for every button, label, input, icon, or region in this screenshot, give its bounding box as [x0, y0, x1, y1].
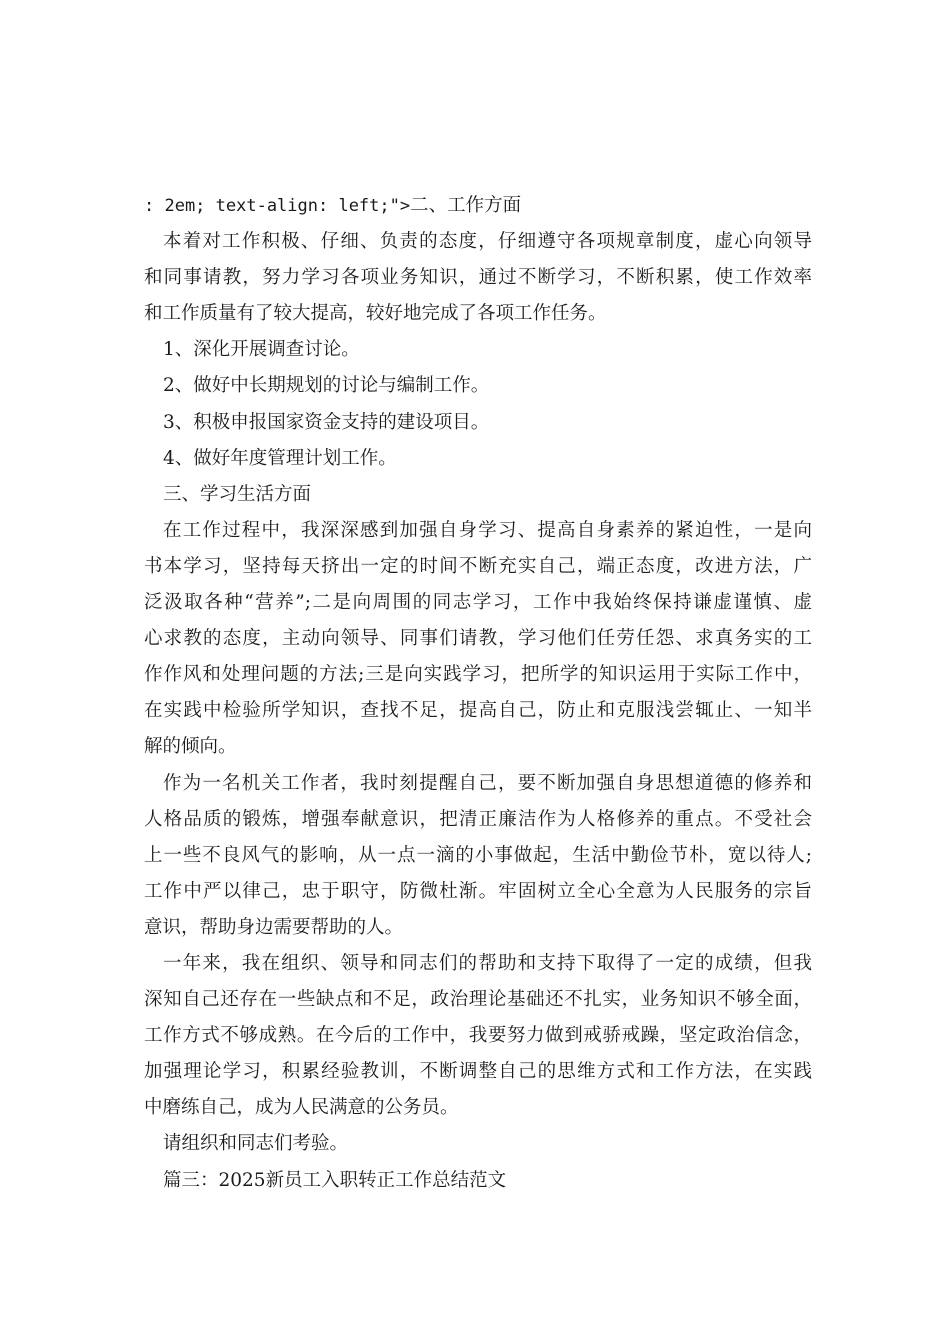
closing-line: 请组织和同志们考验。: [163, 1133, 349, 1155]
paragraph-line: 中磨练自己，成为人民满意的公务员。: [144, 1097, 459, 1119]
paragraph-line: 作作风和处理问题的方法;三是向实践学习，把所学的知识运用于实际工作中，: [144, 664, 812, 686]
paragraph-line: 工作方式不够成熟。在今后的工作中，我要努力做到戒骄戒躁，坚定政治信念，: [144, 1025, 812, 1047]
list-item: 3、积极申报国家资金支持的建设项目。: [163, 411, 490, 433]
paragraph-line: 加强理论学习，积累经验教训，不断调整自己的思维方式和工作方法，在实践: [144, 1061, 812, 1083]
list-item: 4、做好年度管理计划工作。: [163, 447, 397, 469]
next-article-title: 篇三：2025新员工入职转正工作总结范文: [163, 1169, 507, 1191]
section-heading-work: [144, 188, 812, 224]
paragraph-line: 在工作过程中，我深深感到加强自身学习、提高自身素养的紧迫性，一是向: [163, 519, 812, 541]
paragraph-line: 和同事请教，努力学习各项业务知识，通过不断学习，不断积累，使工作效率: [144, 267, 812, 289]
paragraph-line: 泛汲取各种“营养”;二是向周围的同志学习，工作中我始终保持谦虚谨慎、虚: [144, 592, 812, 614]
stray-code-fragment: : 2em; text-align: left;">: [144, 196, 411, 216]
paragraph-line: 作为一名机关工作者，我时刻提醒自己，要不断加强自身思想道德的修养和: [163, 772, 812, 794]
paragraph-line: 解的倾向。: [144, 736, 237, 758]
document-body: [144, 188, 812, 1199]
paragraph-line: 和工作质量有了较大提高，较好地完成了各项工作任务。: [144, 303, 607, 325]
paragraph-line: 一年来，我在组织、领导和同志们的帮助和支持下取得了一定的成绩，但我: [163, 952, 812, 974]
paragraph-line: 上一些不良风气的影响，从一点一滴的小事做起，生活中勤俭节朴，宽以待人;: [144, 844, 812, 866]
paragraph-line: 人格品质的锻炼，增强奉献意识，把清正廉洁作为人格修养的重点。不受社会: [144, 808, 812, 830]
section-heading-study: 三、学习生活方面: [163, 483, 312, 505]
paragraph-line: 书本学习，坚持每天挤出一定的时间不断充实自己，端正态度，改进方法，广: [144, 555, 812, 577]
paragraph-line: 本着对工作积极、仔细、负责的态度，仔细遵守各项规章制度，虚心向领导: [163, 231, 812, 253]
paragraph-line: 深知自己还存在一些缺点和不足，政治理论基础还不扎实，业务知识不够全面，: [144, 989, 812, 1011]
list-item: 2、做好中长期规划的讨论与编制工作。: [163, 375, 490, 397]
heading-text: 二、工作方面: [410, 195, 522, 216]
paragraph-line: 意识，帮助身边需要帮助的人。: [144, 916, 404, 938]
list-item: 1、深化开展调查讨论。: [163, 339, 360, 361]
paragraph-line: 工作中严以律己，忠于职守，防微杜渐。牢固树立全心全意为人民服务的宗旨: [144, 880, 812, 902]
paragraph-line: 心求教的态度，主动向领导、同事们请教，学习他们任劳任怨、求真务实的工: [144, 628, 812, 650]
paragraph-line: 在实践中检验所学知识，查找不足，提高自己，防止和克服浅尝辄止、一知半: [144, 700, 812, 722]
